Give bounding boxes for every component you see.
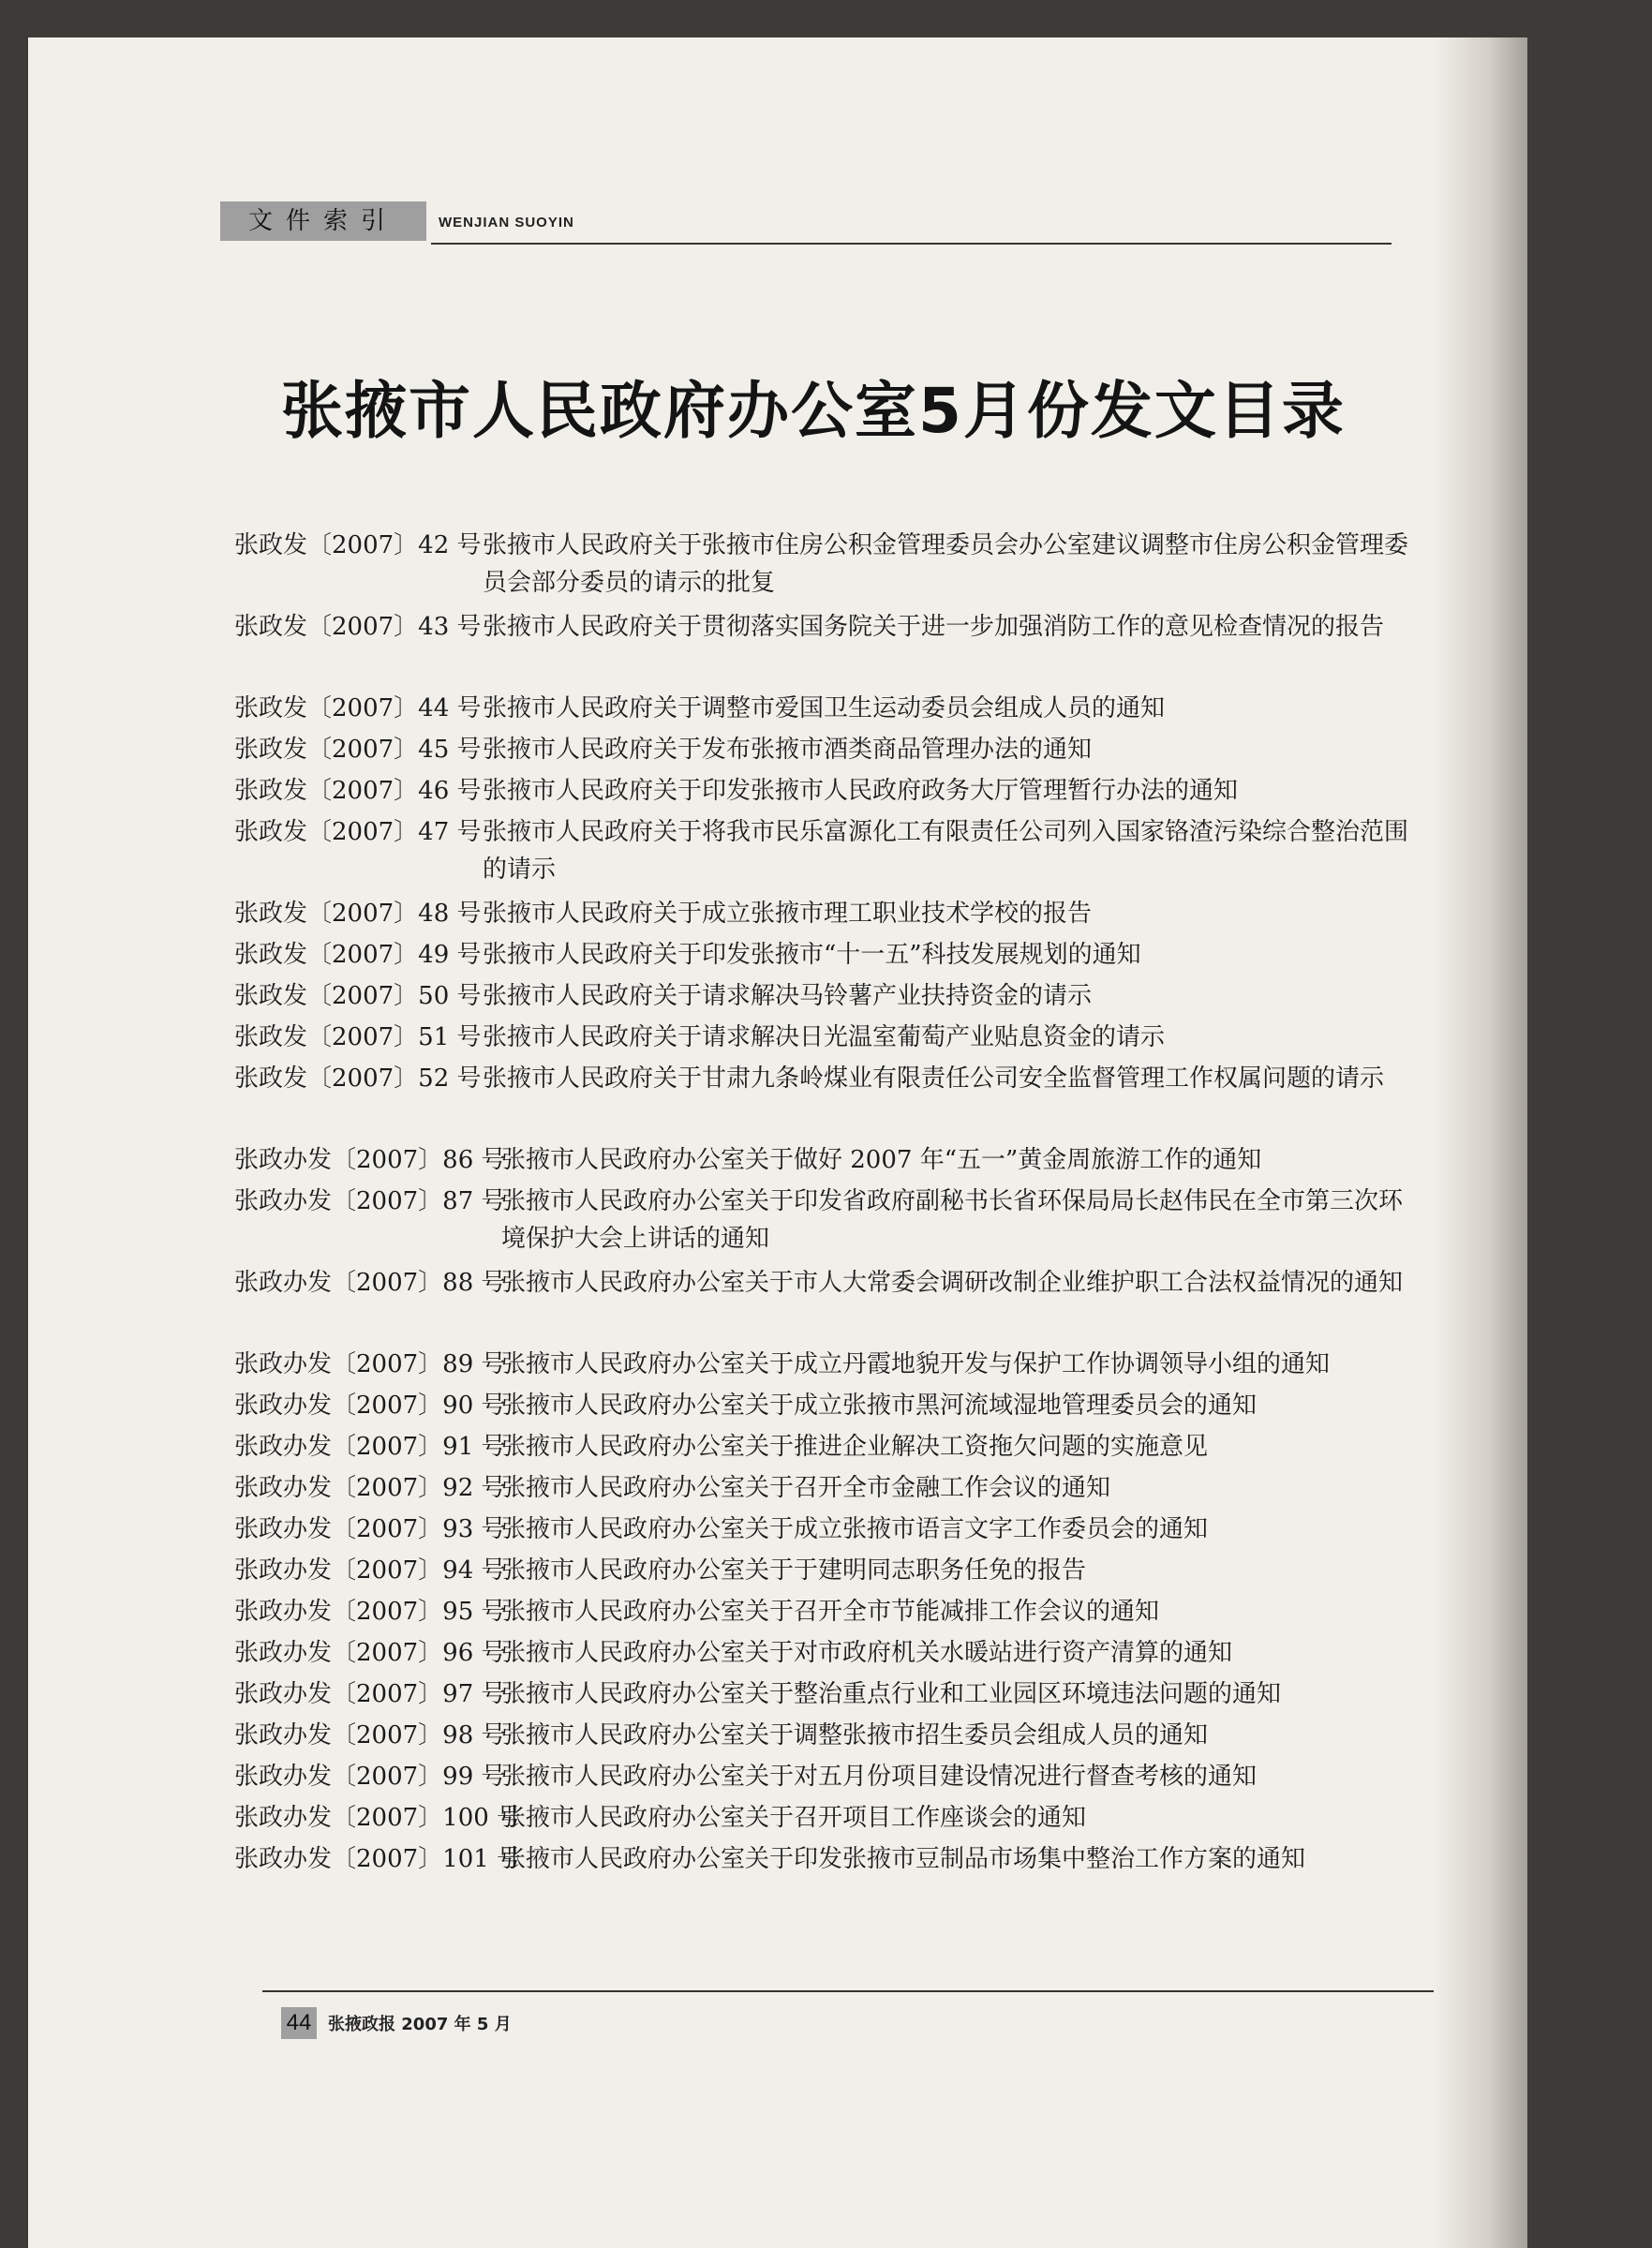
- doc-title: 张掖市人民政府办公室关于召开全市节能减排工作会议的通知: [501, 1598, 1160, 1626]
- list-item: [234, 1840, 1415, 1878]
- list-item: [234, 731, 1415, 768]
- list-item: [234, 1511, 1415, 1548]
- footer-rule: [262, 1990, 1434, 1992]
- list-item: [234, 1469, 1415, 1507]
- doc-number: 张政发〔2007〕52 号: [234, 1064, 482, 1093]
- doc-number: 张政办发〔2007〕97 号: [234, 1680, 506, 1708]
- doc-number: 张政办发〔2007〕94 号: [234, 1556, 506, 1585]
- section-tag: 文件索引: [220, 201, 426, 241]
- list-item: [234, 1183, 1415, 1260]
- list-item: [234, 1387, 1415, 1424]
- doc-number: 张政发〔2007〕44 号: [234, 694, 482, 722]
- doc-title: 张掖市人民政府办公室关于调整张掖市招生委员会组成人员的通知: [501, 1721, 1209, 1749]
- list-item: [234, 977, 1415, 1015]
- doc-title: 张掖市人民政府办公室关于整治重点行业和工业园区环境违法问题的通知: [501, 1680, 1282, 1708]
- doc-title: 张掖市人民政府办公室关于市人大常委会调研改制企业维护职工合法权益情况的通知: [501, 1269, 1404, 1297]
- list-item: [234, 608, 1415, 686]
- doc-number: 张政发〔2007〕42 号: [234, 531, 482, 559]
- doc-title: 张掖市人民政府办公室关于对市政府机关水暖站进行资产清算的通知: [501, 1639, 1233, 1667]
- doc-title: 张掖市人民政府办公室关于成立丹霞地貌开发与保护工作协调领导小组的通知: [501, 1350, 1331, 1378]
- doc-number: 张政办发〔2007〕87 号: [234, 1187, 506, 1215]
- doc-number: 张政办发〔2007〕95 号: [234, 1598, 506, 1626]
- doc-title: 张掖市人民政府关于印发张掖市“十一五”科技发展规划的通知: [483, 941, 1141, 969]
- list-item: [234, 1675, 1415, 1713]
- doc-number: 张政办发〔2007〕101 号: [234, 1845, 522, 1873]
- document-list: [234, 527, 1415, 1882]
- doc-title: 张掖市人民政府关于请求解决日光温室葡萄产业贴息资金的请示: [483, 1023, 1166, 1051]
- doc-number: 张政办发〔2007〕86 号: [234, 1146, 506, 1174]
- list-item: [234, 527, 1415, 604]
- doc-number: 张政办发〔2007〕90 号: [234, 1392, 506, 1420]
- section-pinyin: WENJIAN SUOYIN: [439, 215, 574, 231]
- page-title: 张掖市人民政府办公室5月份发文目录: [281, 375, 1346, 447]
- list-item: [234, 1141, 1415, 1179]
- doc-number: 张政发〔2007〕47 号: [234, 818, 482, 846]
- list-item: [234, 1634, 1415, 1672]
- list-item: [234, 1019, 1415, 1056]
- doc-number: 张政发〔2007〕45 号: [234, 736, 482, 764]
- doc-title: 张掖市人民政府关于甘肃九条岭煤业有限责任公司安全监督管理工作权属问题的请示: [483, 1064, 1385, 1093]
- list-item: [234, 895, 1415, 932]
- doc-title: 张掖市人民政府办公室关于对五月份项目建设情况进行督查考核的通知: [501, 1763, 1258, 1791]
- list-item: [234, 1799, 1415, 1837]
- doc-number: 张政发〔2007〕46 号: [234, 777, 482, 805]
- footer-publication: 张掖政报 2007 年 5 月: [328, 2015, 512, 2034]
- doc-number: 张政办发〔2007〕100 号: [234, 1804, 522, 1832]
- doc-title: 张掖市人民政府关于印发张掖市人民政府政务大厅管理暂行办法的通知: [483, 777, 1239, 805]
- doc-number: 张政办发〔2007〕93 号: [234, 1515, 506, 1543]
- list-item: [234, 1264, 1415, 1342]
- doc-number: 张政办发〔2007〕89 号: [234, 1350, 506, 1378]
- list-item: [234, 690, 1415, 727]
- doc-title: 张掖市人民政府办公室关于成立张掖市黑河流域湿地管理委员会的通知: [501, 1392, 1258, 1420]
- doc-title: 张掖市人民政府办公室关于做好 2007 年“五一”黄金周旅游工作的通知: [501, 1146, 1262, 1174]
- list-item: [234, 1060, 1415, 1138]
- doc-number: 张政发〔2007〕48 号: [234, 900, 482, 928]
- doc-number: 张政发〔2007〕43 号: [234, 613, 482, 641]
- doc-title: 张掖市人民政府关于调整市爱国卫生运动委员会组成人员的通知: [483, 694, 1166, 722]
- doc-number: 张政办发〔2007〕91 号: [234, 1433, 506, 1461]
- list-item: [234, 1552, 1415, 1589]
- doc-title: 张掖市人民政府关于将我市民乐富源化工有限责任公司列入国家铬渣污染综合整治范围的请示: [483, 818, 1409, 884]
- doc-title: 张掖市人民政府办公室关于于建明同志职务任免的报告: [501, 1556, 1087, 1585]
- doc-title: 张掖市人民政府关于张掖市住房公积金管理委员会办公室建议调整市住房公积金管理委员会部分委员的请示的批复: [483, 531, 1409, 597]
- doc-number: 张政办发〔2007〕88 号: [234, 1269, 506, 1297]
- header-rule: [431, 243, 1392, 245]
- doc-title: 张掖市人民政府办公室关于召开项目工作座谈会的通知: [501, 1804, 1087, 1832]
- list-item: [234, 936, 1415, 974]
- doc-title: 张掖市人民政府关于贯彻落实国务院关于进一步加强消防工作的意见检查情况的报告: [483, 613, 1385, 641]
- list-item: [234, 1428, 1415, 1466]
- page-number: 44: [281, 2007, 317, 2039]
- doc-number: 张政办发〔2007〕98 号: [234, 1721, 506, 1749]
- doc-title: 张掖市人民政府关于发布张掖市酒类商品管理办法的通知: [483, 736, 1093, 764]
- section-header: [197, 201, 1392, 250]
- list-item: [234, 1717, 1415, 1754]
- doc-title: 张掖市人民政府办公室关于成立张掖市语言文字工作委员会的通知: [501, 1515, 1209, 1543]
- doc-number: 张政办发〔2007〕99 号: [234, 1763, 506, 1791]
- doc-number: 张政办发〔2007〕96 号: [234, 1639, 506, 1667]
- list-item: [234, 1346, 1415, 1383]
- doc-number: 张政发〔2007〕49 号: [234, 941, 482, 969]
- doc-title: 张掖市人民政府办公室关于召开全市金融工作会议的通知: [501, 1474, 1111, 1502]
- doc-title: 张掖市人民政府办公室关于印发张掖市豆制品市场集中整治工作方案的通知: [501, 1845, 1306, 1873]
- doc-number: 张政发〔2007〕51 号: [234, 1023, 482, 1051]
- book-spine-shadow: [1434, 37, 1527, 2248]
- list-item: [234, 1758, 1415, 1795]
- list-item: [234, 1593, 1415, 1630]
- doc-title: 张掖市人民政府关于请求解决马铃薯产业扶持资金的请示: [483, 982, 1093, 1010]
- list-item: [234, 813, 1415, 891]
- list-item: [234, 772, 1415, 810]
- doc-number: 张政发〔2007〕50 号: [234, 982, 482, 1010]
- doc-title: 张掖市人民政府办公室关于印发省政府副秘书长省环保局局长赵伟民在全市第三次环境保护大会上讲话的通知: [501, 1187, 1404, 1253]
- doc-title: 张掖市人民政府关于成立张掖市理工职业技术学校的报告: [483, 900, 1093, 928]
- doc-title: 张掖市人民政府办公室关于推进企业解决工资拖欠问题的实施意见: [501, 1433, 1209, 1461]
- doc-number: 张政办发〔2007〕92 号: [234, 1474, 506, 1502]
